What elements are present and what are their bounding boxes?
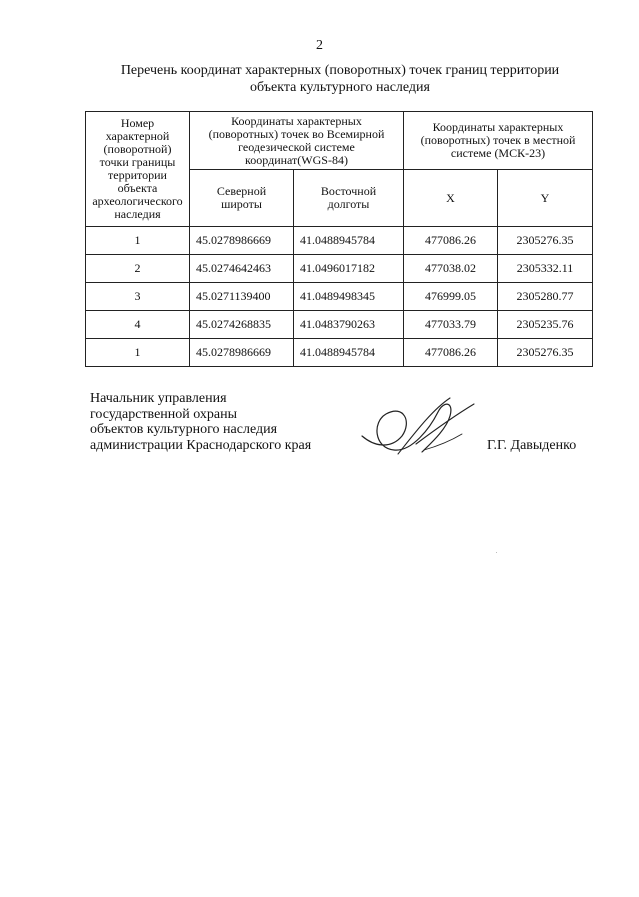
signatory-position-line: Начальник управления <box>90 391 227 406</box>
header-line: археологического <box>92 194 183 208</box>
cell-point-number: 1 <box>86 227 190 255</box>
handwritten-signature <box>358 392 478 472</box>
header-line: Координаты характерных <box>231 113 362 128</box>
header-x: X <box>404 170 498 227</box>
scan-speck <box>496 552 497 553</box>
header-point-number <box>86 112 190 227</box>
cell-point-number: 3 <box>86 283 190 311</box>
cell-y: 2305276.35 <box>498 339 593 367</box>
signatory-position-line: администрации Краснодарского края <box>90 437 312 453</box>
header-line: Северной <box>216 184 267 198</box>
header-line: Восточной <box>320 184 377 198</box>
header-north-latitude <box>190 170 294 227</box>
cell-point-number: 1 <box>86 339 190 367</box>
header-line: системе (МСК-23) <box>450 146 546 160</box>
cell-longitude: 41.0488945784 <box>294 339 404 367</box>
document-title <box>90 62 590 96</box>
header-east-longitude <box>294 170 404 227</box>
table-row <box>86 339 593 367</box>
header-line: геодезической системе <box>238 139 355 154</box>
header-line: долготы <box>327 197 370 211</box>
header-line: (поворотных) точек в местной <box>420 133 576 147</box>
cell-x: 477086.26 <box>404 227 498 255</box>
header-line: (поворотных) точек во Всемирной <box>208 126 385 141</box>
cell-latitude: 45.0278986669 <box>190 339 294 367</box>
coordinates-table <box>85 111 593 367</box>
signatory-position <box>90 391 311 453</box>
document-title-line-2: объекта культурного наследия <box>250 80 430 95</box>
header-line: координат(WGS-84) <box>245 152 348 167</box>
document-title-line-1: Перечень координат характерных (поворотных) точек границ территории <box>120 63 560 78</box>
signatory-name: Г.Г. Давыденко <box>487 438 577 453</box>
cell-latitude: 45.0278986669 <box>190 227 294 255</box>
header-line: характерной <box>105 129 170 143</box>
cell-latitude: 45.0274642463 <box>190 255 294 283</box>
cell-y: 2305235.76 <box>498 311 593 339</box>
cell-y: 2305276.35 <box>498 227 593 255</box>
header-line: (поворотной) <box>103 142 172 156</box>
cell-longitude: 41.0483790263 <box>294 311 404 339</box>
header-line: наследия <box>114 207 161 221</box>
cell-longitude: 41.0496017182 <box>294 255 404 283</box>
cell-x: 477033.79 <box>404 311 498 339</box>
header-line: Координаты характерных <box>432 120 564 134</box>
header-line: Номер <box>120 116 155 130</box>
header-line: широты <box>221 197 262 211</box>
table-row <box>86 255 593 283</box>
header-line: территории <box>108 168 167 182</box>
table-row <box>86 283 593 311</box>
header-line: объекта <box>117 181 158 195</box>
signatory-position-line: объектов культурного наследия <box>90 422 278 437</box>
cell-x: 477086.26 <box>404 339 498 367</box>
cell-latitude: 45.0271139400 <box>190 283 294 311</box>
cell-point-number: 2 <box>86 255 190 283</box>
cell-y: 2305332.11 <box>498 255 593 283</box>
cell-longitude: 41.0488945784 <box>294 227 404 255</box>
cell-longitude: 41.0489498345 <box>294 283 404 311</box>
table-header-row <box>86 112 593 170</box>
header-wgs84-group <box>190 112 404 170</box>
cell-latitude: 45.0274268835 <box>190 311 294 339</box>
header-msk23-group <box>404 112 593 170</box>
cell-y: 2305280.77 <box>498 283 593 311</box>
cell-point-number: 4 <box>86 311 190 339</box>
table-row <box>86 311 593 339</box>
signatory-position-line: государственной охраны <box>90 406 238 422</box>
cell-x: 477038.02 <box>404 255 498 283</box>
page-number: 2 <box>316 38 323 53</box>
header-y: Y <box>498 170 593 227</box>
header-line: точки границы <box>99 155 176 169</box>
table-row <box>86 227 593 255</box>
cell-x: 476999.05 <box>404 283 498 311</box>
